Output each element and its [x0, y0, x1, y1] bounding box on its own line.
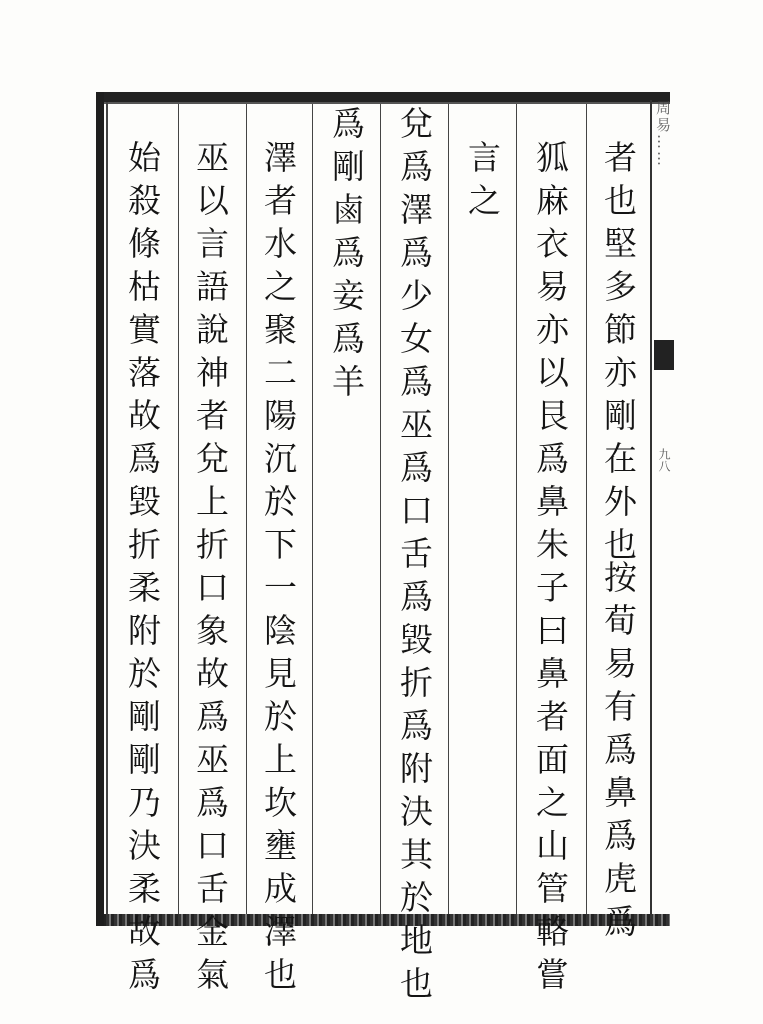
margin-fishtail-mark [654, 340, 674, 370]
frame-left-inner-rule [106, 102, 108, 914]
text-column-3: 言之 [463, 140, 502, 226]
frame-bottom-border [98, 914, 670, 926]
column-rule [380, 104, 381, 914]
text-column-1: 者也堅多節亦剛在外也 [599, 140, 638, 570]
frame-top-border [98, 92, 670, 104]
text-column-8: 始殺條枯實落故爲毀折柔附於剛剛乃決柔故爲 [123, 140, 162, 1000]
column-rule [312, 104, 313, 914]
column-rule [178, 104, 179, 914]
text-column-5: 爲剛鹵爲妾爲羊 [327, 106, 366, 407]
text-column-6: 澤者水之聚二陽沉於下一陰見於上坎壅成澤也 [259, 140, 298, 1000]
frame-left-border [96, 92, 104, 926]
column-rule [246, 104, 247, 914]
text-column-4: 兌爲澤爲少女爲巫爲口舌爲毀折爲附決其於地也 [395, 106, 434, 1009]
column-rule [586, 104, 587, 914]
margin-page-number: 九八 [657, 448, 671, 472]
margin-header-text: 周易…… [654, 100, 672, 168]
text-column-1-annotation: 按荀易有爲鼻爲虎爲 [599, 560, 638, 947]
column-rule [448, 104, 449, 914]
text-column-2: 狐麻衣易亦以艮爲鼻朱子曰鼻者面之山管輅嘗 [531, 140, 570, 1000]
text-column-7: 巫以言語說神者兌上折口象故爲巫爲口舌金氣 [191, 140, 230, 1000]
column-rule [516, 104, 517, 914]
page-margin-strip [652, 96, 676, 922]
